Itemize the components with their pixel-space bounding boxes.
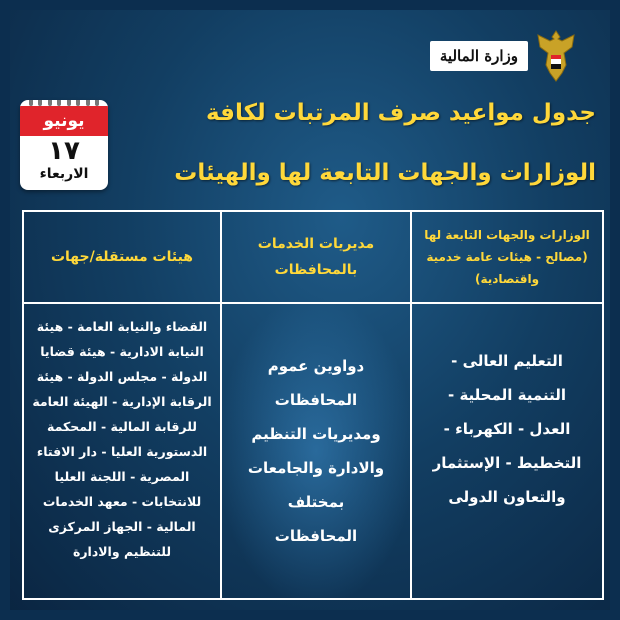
- page-title-line2: الوزارات والجهات التابعة لها والهيئات: [174, 160, 596, 186]
- header-independent-bodies: هيئات مستقلة/جهات: [24, 212, 222, 304]
- egypt-eagle-icon: [534, 27, 578, 85]
- calendar-day: ١٧: [48, 136, 80, 166]
- header-governorate-directorates: مديريات الخدمات بالمحافظات: [222, 212, 412, 304]
- calendar-month: يونيو: [20, 106, 108, 136]
- cell-independent-bodies: القضاء والنيابة العامة - هيئة النيابة الادارية - هيئة قضايا الدولة - مجلس الدولة - هيئة الرقابة الإدارية - الهيئة العامة للرقابة المالية - المحكمة الدستورية العليا - دار الافتاء المصرية - اللجنة العليا للانتخابات - معهد الخدمات المالية - الجهاز المركزى للتنظيم والادارة: [24, 304, 222, 598]
- cell-governorate-directorates: دواوين عموم المحافظات ومديريات التنظيم والادارة والجامعات بمختلف المحافظات: [222, 304, 412, 598]
- ministry-logo: [416, 26, 578, 86]
- calendar-weekday: الاربعاء: [39, 166, 89, 182]
- schedule-table: [22, 210, 604, 600]
- header-ministries: الوزارات والجهات التابعة لها (مصالح - هيئات عامة خدمية واقتصادية): [412, 212, 602, 304]
- ministry-name: وزارة المالية: [430, 41, 528, 71]
- calendar-date: [20, 100, 108, 190]
- cell-ministries: التعليم العالى - التنمية المحلية - العدل - الكهرباء - التخطيط - الإستثمار والتعاون الدولى: [432, 352, 582, 506]
- page-title-line1: جدول مواعيد صرف المرتبات لكافة: [205, 100, 596, 126]
- calendar-rings: [20, 100, 108, 106]
